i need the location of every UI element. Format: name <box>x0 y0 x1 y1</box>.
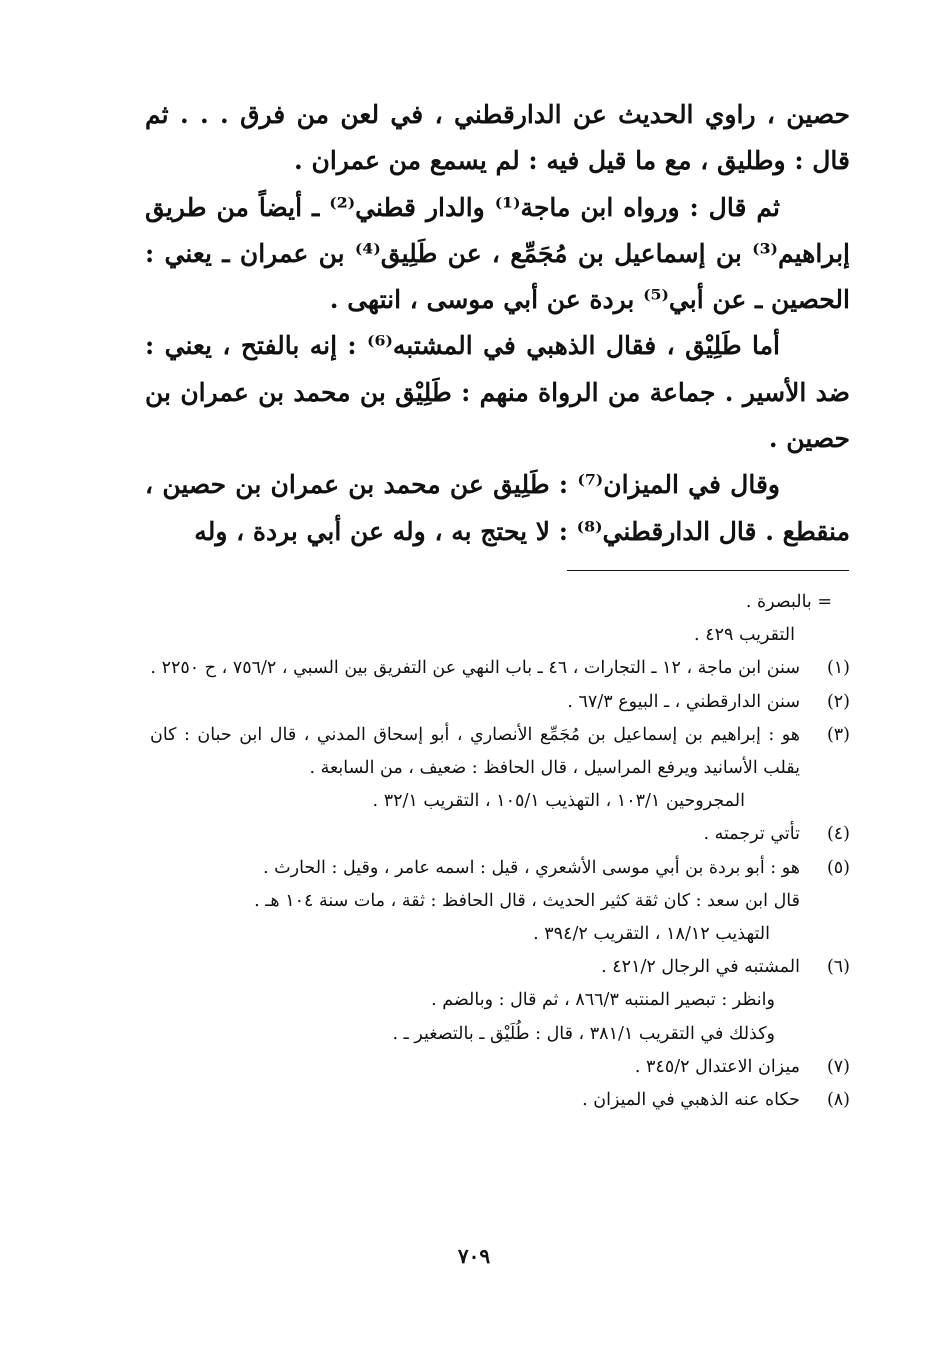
footnote-text: قال ابن سعد : كان ثقة كثير الحديث ، قال الحافظ : ثقة ، مات سنة ١٠٤ هـ . <box>254 890 800 911</box>
footnote <box>150 719 850 819</box>
footnote-text: سنن الدارقطني ، ـ البيوع ٦٧/٣ . <box>567 691 800 712</box>
footnote <box>150 686 850 719</box>
footnote <box>150 951 850 1051</box>
page-number: ٧٠٩ <box>457 1244 491 1268</box>
footnote-carry-over: التقريب ٤٢٩ . <box>694 625 795 646</box>
footnote-text: المجروحين ١٠٣/١ ، التهذيب ١٠٥/١ ، التقريب ٣٢/١ . <box>372 791 745 812</box>
footnote-text: وكذلك في التقريب ٣٨١/١ ، قال : طُلَيْق ـ بالتصغير ـ . <box>392 1023 775 1044</box>
footnote-text: سنن ابن ماجة ، ١٢ ـ التجارات ، ٤٦ ـ باب النهي عن التفريق بين السبي ، ٧٥٦/٢ ، ح ٢٢٥٠ . <box>150 658 800 679</box>
footnote <box>150 1051 850 1084</box>
footnote-separator <box>567 570 849 571</box>
footnote <box>150 818 850 851</box>
footnote-text: هو : أبو بردة بن أبي موسى الأشعري ، قيل : اسمه عامر ، وقيل : الحارث . <box>263 857 800 878</box>
footnotes <box>150 586 850 1117</box>
footnote-text: ميزان الاعتدال ٣٤٥/٢ . <box>634 1056 800 1077</box>
footnote-text: وانظر : تبصير المنتبه ٨٦٦/٣ ، ثم قال : وبالضم . <box>431 990 775 1011</box>
footnote <box>150 852 850 952</box>
footnote <box>150 1084 850 1117</box>
footnote-number: (٦) <box>826 957 850 978</box>
paragraph: حصين ، راوي الحديث عن الدارقطني ، في لعن من فرق . . . ثم قال : وطليق ، مع ما قيل فيه : لم يسمع من عمران . <box>145 100 850 176</box>
paragraph: وقال في الميزان⁽⁷⁾ : طَلِيق عن محمد بن عمران بن حصين ، منقطع . قال الدارقطني⁽⁸⁾ : لا يحتج به ، وله عن أبي بردة ، وله <box>145 470 850 546</box>
footnote-number: (٥) <box>826 857 850 878</box>
footnote-text: تأتي ترجمته . <box>703 824 800 845</box>
footnote-text: المشتبه في الرجال ٤٢١/٢ . <box>601 957 800 978</box>
footnote-number: (١) <box>826 658 850 679</box>
footnote-number: (٣) <box>826 724 850 745</box>
footnote <box>150 652 850 685</box>
main-text <box>145 92 850 555</box>
footnote-text: هو : إبراهيم بن إسماعيل بن مُجَمِّع الأنصاري ، أبو إسحاق المدني ، قال ابن حبان : كان يقلب الأسانيد ويرفع المراسيل ، قال الحافظ : ضعيف ، من السابعة . <box>150 724 800 779</box>
footnote-number: (٨) <box>826 1090 850 1111</box>
footnote-number: (٧) <box>826 1056 850 1077</box>
footnote-number: (٢) <box>826 691 850 712</box>
footnote-carry-over: = بالبصرة . <box>745 592 832 612</box>
footnote-text: التهذيب ١٨/١٢ ، التقريب ٣٩٤/٢ . <box>533 924 770 945</box>
paragraph: أما طَلِيْق ، فقال الذهبي في المشتبه⁽⁶⁾ : إنه بالفتح ، يعني : ضد الأسير . جماعة من الرواة منهم : طَلِيْق بن محمد بن عمران بن حصين . <box>145 331 850 454</box>
footnote-text: حكاه عنه الذهبي في الميزان . <box>582 1090 800 1111</box>
footnote-number: (٤) <box>826 824 850 845</box>
paragraph: ثم قال : ورواه ابن ماجة⁽¹⁾ والدار قطني⁽²⁾ ـ أيضاً من طريق إبراهيم⁽³⁾ بن إسماعيل بن مُجَمِّع ، عن طَلِيق⁽⁴⁾ بن عمران ـ يعني : الحصين ـ عن أبي⁽⁵⁾ بردة عن أبي موسى ، انتهى . <box>145 192 851 315</box>
